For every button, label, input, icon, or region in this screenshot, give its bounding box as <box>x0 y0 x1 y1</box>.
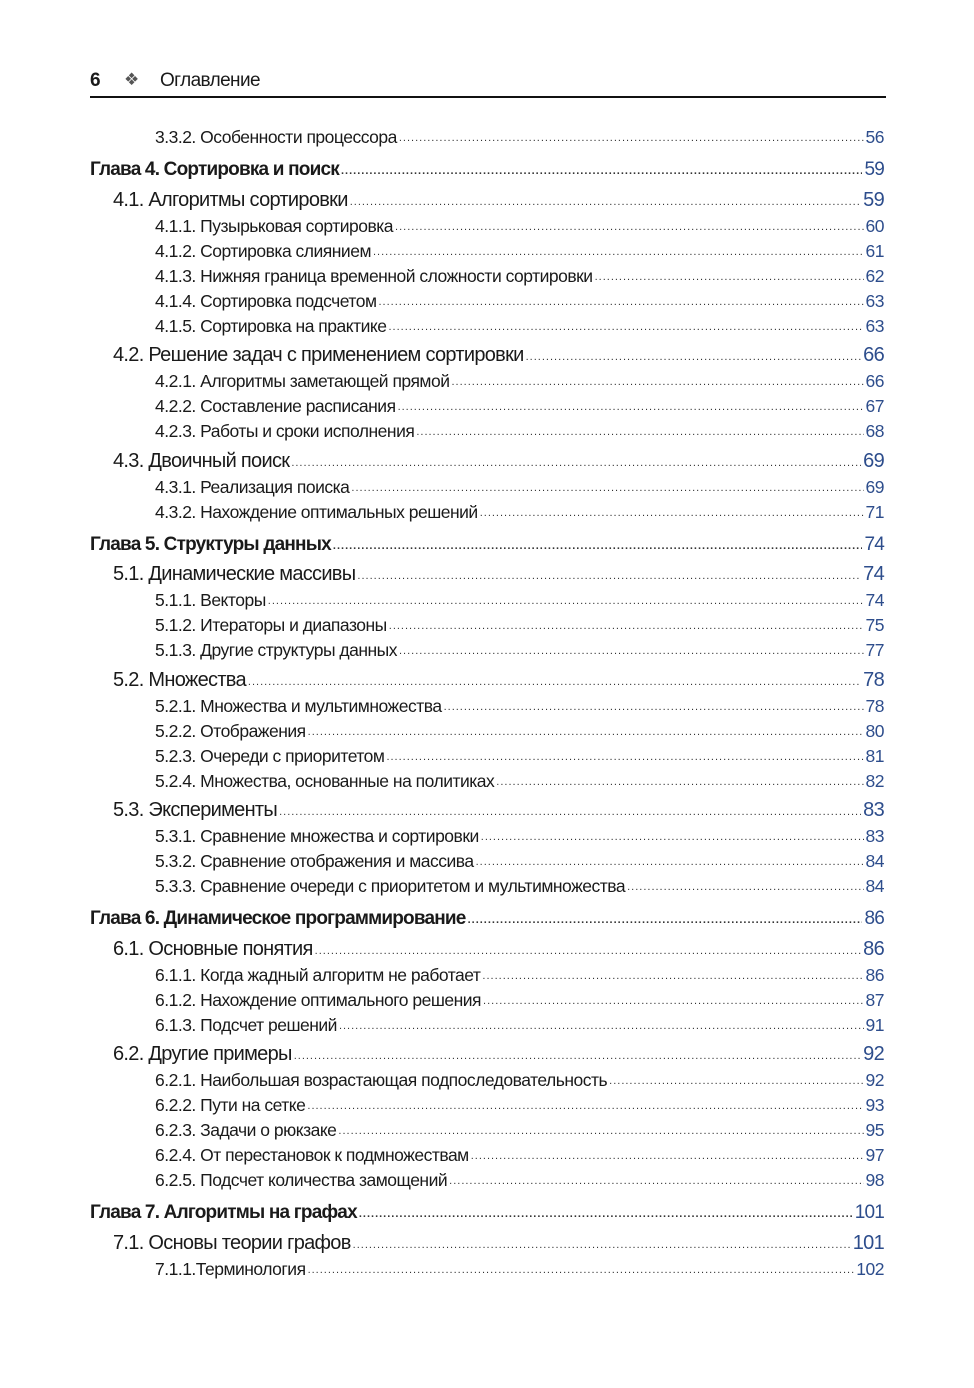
toc-page-number[interactable]: 92 <box>863 1043 884 1065</box>
toc-page-number[interactable]: 78 <box>863 668 884 691</box>
toc-entry-title: 5.2. Множества <box>113 668 246 691</box>
toc-page-number[interactable]: 83 <box>863 799 884 821</box>
toc-section[interactable] <box>90 930 884 961</box>
dot-leader <box>350 195 861 209</box>
dot-leader <box>595 270 864 284</box>
toc-entry-title: 4.1.2. Сортировка слиянием <box>155 240 371 261</box>
dot-leader <box>481 830 864 844</box>
toc-section[interactable] <box>90 442 884 473</box>
toc-subsection[interactable] <box>90 692 884 717</box>
toc-page-number[interactable]: 66 <box>865 371 884 391</box>
toc-entry-title: 4.1. Алгоритмы сортировки <box>113 188 348 211</box>
ornament-icon: ❖ <box>124 70 140 89</box>
toc-chapter[interactable] <box>90 148 884 181</box>
toc-page-number[interactable]: 95 <box>865 1120 884 1140</box>
toc-subsection[interactable] <box>90 498 884 523</box>
toc-entry-title: 5.1.3. Другие структуры данных <box>155 640 397 660</box>
dot-leader <box>444 700 864 714</box>
toc-subsection[interactable] <box>90 262 884 287</box>
toc-subsection[interactable] <box>90 847 884 872</box>
toc-page-number[interactable]: 74 <box>863 563 884 585</box>
toc-page-number[interactable]: 101 <box>852 1231 884 1254</box>
toc-page-number[interactable]: 101 <box>854 1202 884 1223</box>
toc-section[interactable] <box>90 1036 884 1067</box>
toc-subsection[interactable] <box>90 822 884 847</box>
toc-page-number[interactable]: 83 <box>865 826 884 846</box>
toc-chapter[interactable] <box>90 1191 884 1224</box>
toc-entry-title: 6.2.1. Наибольшая возрастающая подпоследовательность <box>155 1070 608 1090</box>
toc-entry-title: 6.2. Другие примеры <box>113 1043 292 1065</box>
dot-leader <box>386 750 863 764</box>
dot-leader <box>248 675 861 689</box>
toc-subsection[interactable] <box>90 986 884 1011</box>
dot-leader <box>389 619 864 633</box>
toc-section[interactable] <box>90 556 884 587</box>
dot-leader <box>353 1238 851 1252</box>
toc-page-number[interactable]: 77 <box>865 640 884 660</box>
toc-entry-title: 6.1.3. Подсчет решений <box>155 1014 337 1035</box>
toc-subsection[interactable] <box>90 312 884 337</box>
dot-leader <box>482 969 863 983</box>
dot-leader <box>338 1124 863 1138</box>
toc-page-number[interactable]: 84 <box>865 876 884 896</box>
toc-subsection[interactable] <box>90 237 884 262</box>
toc-entry-title: 5.2.4. Множества, основанные на политиках <box>155 770 495 791</box>
table-of-contents <box>90 124 884 1280</box>
toc-page-number[interactable]: 93 <box>865 1095 884 1115</box>
toc-subsection[interactable] <box>90 287 884 312</box>
toc-section[interactable] <box>90 661 884 692</box>
toc-subsection[interactable] <box>90 124 884 148</box>
toc-page-number[interactable]: 62 <box>865 265 884 286</box>
toc-entry-title: 4.2.2. Составление расписания <box>155 396 396 416</box>
dot-leader <box>468 913 863 927</box>
toc-page-number[interactable]: 60 <box>865 215 884 236</box>
toc-entry-title: 5.3.3. Сравнение очереди с приоритетом и мультимножества <box>155 876 626 896</box>
toc-entry-title: 6.2.2. Пути на сетке <box>155 1095 306 1115</box>
toc-page-number[interactable]: 81 <box>865 745 884 766</box>
toc-page-number[interactable]: 59 <box>864 159 884 180</box>
toc-entry-title: 5.2.2. Отображения <box>155 720 306 741</box>
toc-subsection[interactable] <box>90 212 884 237</box>
toc-entry-title: 4.2.3. Работы и сроки исполнения <box>155 421 415 441</box>
toc-entry-title: 6.2.5. Подсчет количества замощений <box>155 1170 448 1190</box>
toc-entry-title: 5.2.1. Множества и мультимножества <box>155 695 442 716</box>
toc-page-number[interactable]: 59 <box>863 188 884 211</box>
toc-subsection[interactable] <box>90 767 884 792</box>
dot-leader <box>279 805 861 819</box>
dot-leader <box>609 1074 863 1088</box>
dot-leader <box>308 1263 855 1277</box>
dot-leader <box>471 1149 864 1163</box>
toc-entry-title: 5.1.1. Векторы <box>155 590 266 610</box>
toc-subsection[interactable] <box>90 636 884 661</box>
dot-leader <box>308 725 864 739</box>
toc-subsection[interactable] <box>90 1091 884 1116</box>
toc-page-number[interactable]: 102 <box>856 1258 884 1279</box>
toc-entry-title: 5.1.2. Итераторы и диапазоны <box>155 615 387 635</box>
dot-leader <box>416 425 863 439</box>
dot-leader <box>496 775 863 789</box>
dot-leader <box>291 456 861 470</box>
toc-entry-title: Глава 5. Структуры данных <box>90 533 331 555</box>
dot-leader <box>307 1099 863 1113</box>
toc-entry-title: 7.1. Основы теории графов <box>113 1231 351 1254</box>
dot-leader <box>333 539 863 553</box>
toc-entry-title: 7.1.1.Терминология <box>155 1258 306 1279</box>
dot-leader <box>480 506 864 520</box>
toc-entry-title: 4.1.1. Пузырьковая сортировка <box>155 215 394 236</box>
dot-leader <box>315 944 861 958</box>
toc-entry-title: 4.1.3. Нижняя граница временной сложности сортировки <box>155 265 593 286</box>
toc-entry-title: 6.1. Основные понятия <box>113 937 313 960</box>
toc-page-number[interactable]: 69 <box>863 449 884 472</box>
dot-leader <box>341 164 862 178</box>
toc-entry-title: 5.3.1. Сравнение множества и сортировки <box>155 826 479 846</box>
toc-page-number[interactable]: 84 <box>865 851 884 871</box>
toc-page-number[interactable]: 91 <box>865 1014 884 1035</box>
toc-subsection[interactable] <box>90 1066 884 1091</box>
toc-section[interactable] <box>90 1224 884 1255</box>
toc-subsection[interactable] <box>90 872 884 897</box>
toc-subsection[interactable] <box>90 717 884 742</box>
toc-entry-title: 5.1. Динамические массивы <box>113 563 356 585</box>
toc-subsection[interactable] <box>90 1116 884 1141</box>
toc-page-number[interactable]: 56 <box>865 127 884 147</box>
dot-leader <box>483 994 864 1008</box>
toc-chapter[interactable] <box>90 523 884 556</box>
toc-entry-title: 4.3.2. Нахождение оптимальных решений <box>155 501 478 522</box>
dot-leader <box>379 295 864 309</box>
dot-leader <box>351 481 863 495</box>
toc-entry-title: 6.1.1. Когда жадный алгоритм не работает <box>155 964 481 985</box>
toc-subsection[interactable] <box>90 473 884 498</box>
toc-entry-title: 4.1.5. Сортировка на практике <box>155 315 387 336</box>
toc-page-number[interactable]: 71 <box>865 501 884 522</box>
dot-leader <box>357 569 861 583</box>
toc-page-number[interactable]: 82 <box>865 770 884 791</box>
toc-entry-title: 3.3.2. Особенности процессора <box>155 127 397 147</box>
dot-leader <box>373 245 864 259</box>
toc-page-number[interactable]: 63 <box>865 290 884 311</box>
toc-page-number[interactable]: 98 <box>865 1170 884 1190</box>
running-header <box>90 70 886 98</box>
toc-page-number[interactable]: 86 <box>863 937 884 960</box>
toc-entry-title: Глава 6. Динамическое программирование <box>90 908 466 929</box>
toc-page-number[interactable]: 68 <box>865 421 884 441</box>
toc-page-number[interactable]: 74 <box>865 590 884 610</box>
dot-leader <box>294 1049 861 1063</box>
toc-entry-title: 6.2.3. Задачи о рюкзаке <box>155 1120 337 1140</box>
toc-subsection[interactable] <box>90 417 884 442</box>
toc-subsection[interactable] <box>90 392 884 417</box>
toc-page-number[interactable]: 80 <box>865 720 884 741</box>
dot-leader <box>449 1174 863 1188</box>
toc-entry-title: 5.3.2. Сравнение отображения и массива <box>155 851 474 871</box>
toc-page-number[interactable]: 69 <box>865 476 884 497</box>
toc-page-number[interactable]: 74 <box>864 533 884 555</box>
toc-section[interactable] <box>90 792 884 823</box>
toc-page-number[interactable]: 63 <box>865 315 884 336</box>
toc-subsection[interactable] <box>90 1011 884 1036</box>
toc-chapter[interactable] <box>90 897 884 930</box>
toc-entry-title: 4.3. Двоичный поиск <box>113 449 290 472</box>
dot-leader <box>476 855 864 869</box>
toc-entry-title: 4.3.1. Реализация поиска <box>155 476 350 497</box>
toc-page-number[interactable]: 75 <box>865 615 884 635</box>
toc-entry-title: Глава 7. Алгоритмы на графах <box>90 1202 357 1223</box>
toc-page-number[interactable]: 86 <box>865 964 884 985</box>
dot-leader <box>451 375 863 389</box>
toc-entry-title: 4.2.1. Алгоритмы заметающей прямой <box>155 371 450 391</box>
page-number: 6 <box>90 70 101 91</box>
dot-leader <box>627 880 863 894</box>
toc-entry-title: 4.2. Решение задач с применением сортировки <box>113 344 524 366</box>
toc-page-number[interactable]: 66 <box>863 344 884 366</box>
dot-leader <box>399 131 864 145</box>
header-title: Оглавление <box>160 70 260 91</box>
toc-entry-title: 4.1.4. Сортировка подсчетом <box>155 290 377 311</box>
toc-subsection[interactable] <box>90 742 884 767</box>
toc-subsection[interactable] <box>90 1255 884 1280</box>
toc-subsection[interactable] <box>90 1141 884 1166</box>
dot-leader <box>388 320 863 334</box>
toc-subsection[interactable] <box>90 367 884 392</box>
dot-leader <box>395 220 863 234</box>
toc-entry-title: 6.2.4. От перестановок к подмножествам <box>155 1145 469 1165</box>
toc-subsection[interactable] <box>90 1166 884 1191</box>
dot-leader <box>268 594 864 608</box>
toc-entry-title: Глава 4. Сортировка и поиск <box>90 159 339 180</box>
toc-subsection[interactable] <box>90 611 884 636</box>
toc-entry-title: 6.1.2. Нахождение оптимального решения <box>155 989 482 1010</box>
dot-leader <box>339 1019 864 1033</box>
dot-leader <box>526 350 862 364</box>
toc-subsection[interactable] <box>90 586 884 611</box>
toc-page-number[interactable]: 87 <box>865 989 884 1010</box>
toc-page-number[interactable]: 78 <box>865 695 884 716</box>
toc-page-number[interactable]: 92 <box>865 1070 884 1090</box>
dot-leader <box>399 644 864 658</box>
dot-leader <box>359 1207 853 1221</box>
toc-page-number[interactable]: 61 <box>865 240 884 261</box>
toc-page-number[interactable]: 86 <box>864 908 884 929</box>
toc-page-number[interactable]: 97 <box>865 1145 884 1165</box>
toc-page-number[interactable]: 67 <box>865 396 884 416</box>
toc-entry-title: 5.2.3. Очереди с приоритетом <box>155 745 385 766</box>
dot-leader <box>398 400 864 414</box>
toc-section[interactable] <box>90 181 884 212</box>
toc-section[interactable] <box>90 337 884 368</box>
toc-entry-title: 5.3. Эксперименты <box>113 799 278 821</box>
toc-subsection[interactable] <box>90 961 884 986</box>
